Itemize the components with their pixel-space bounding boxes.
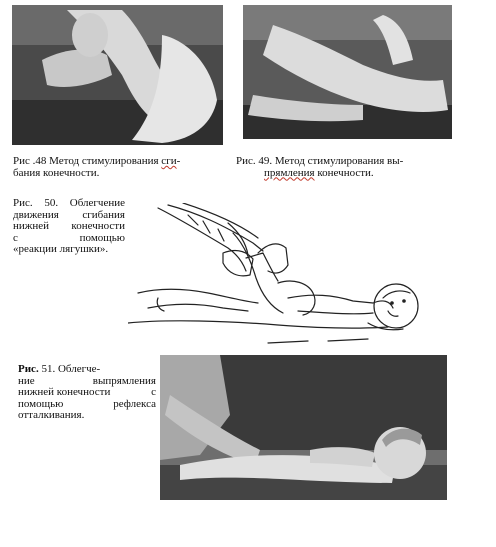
figure-51-caption-word: рефлекса — [113, 397, 156, 410]
figure-48-illustration — [12, 5, 223, 145]
figure-51-caption-word: выпрямления — [92, 374, 156, 387]
figure-48-caption — [13, 156, 233, 179]
figure-51-caption-label: Рис. — [18, 363, 39, 375]
figure-49-illustration — [243, 5, 452, 139]
figure-49-caption — [236, 156, 456, 179]
figure-50-caption-line: «реакции лягушки». — [13, 243, 109, 255]
figure-49-caption-line2: конечности. — [314, 166, 374, 179]
figure-50-illustration — [128, 203, 428, 348]
figure-51-caption-line: нижней конечности — [18, 386, 111, 398]
figure-48-caption-line2: бания конечности. — [13, 166, 100, 179]
figure-48-caption-hyphen: - — [176, 155, 181, 167]
figure-50-caption-line: нижней конечности — [13, 220, 125, 232]
figure-50-caption-line: Рис. 50. Облегчение — [13, 197, 125, 209]
figure-51-caption — [18, 364, 156, 422]
figure-50-caption-word: с — [13, 231, 18, 244]
figure-51-caption-line: отталкивания. — [18, 409, 85, 421]
figure-50-caption-line: движения сгибания — [13, 208, 125, 221]
figure-51-caption-word: с — [151, 386, 156, 398]
figure-48-caption-text: Рис .48 Метод стимулирования — [13, 155, 162, 167]
figure-51-caption-word: помощью — [18, 397, 64, 410]
figure-48-photo — [12, 5, 223, 145]
figure-49-caption-marked: прямления — [264, 166, 315, 179]
figure-49-photo — [243, 5, 452, 139]
figure-50-drawing — [128, 203, 428, 348]
figure-49-caption-line1: Рис. 49. Метод стимулирования вы- — [236, 155, 404, 167]
figure-48-caption-marked: сги — [161, 155, 177, 167]
figure-50-caption — [13, 198, 125, 256]
figure-51-caption-word: ние — [18, 374, 35, 387]
figure-51-illustration — [160, 355, 447, 500]
figure-50-caption-word: помощью — [79, 231, 125, 244]
figure-51-photo — [160, 355, 447, 500]
figure-51-caption-first: 51. Облегче- — [38, 363, 101, 375]
